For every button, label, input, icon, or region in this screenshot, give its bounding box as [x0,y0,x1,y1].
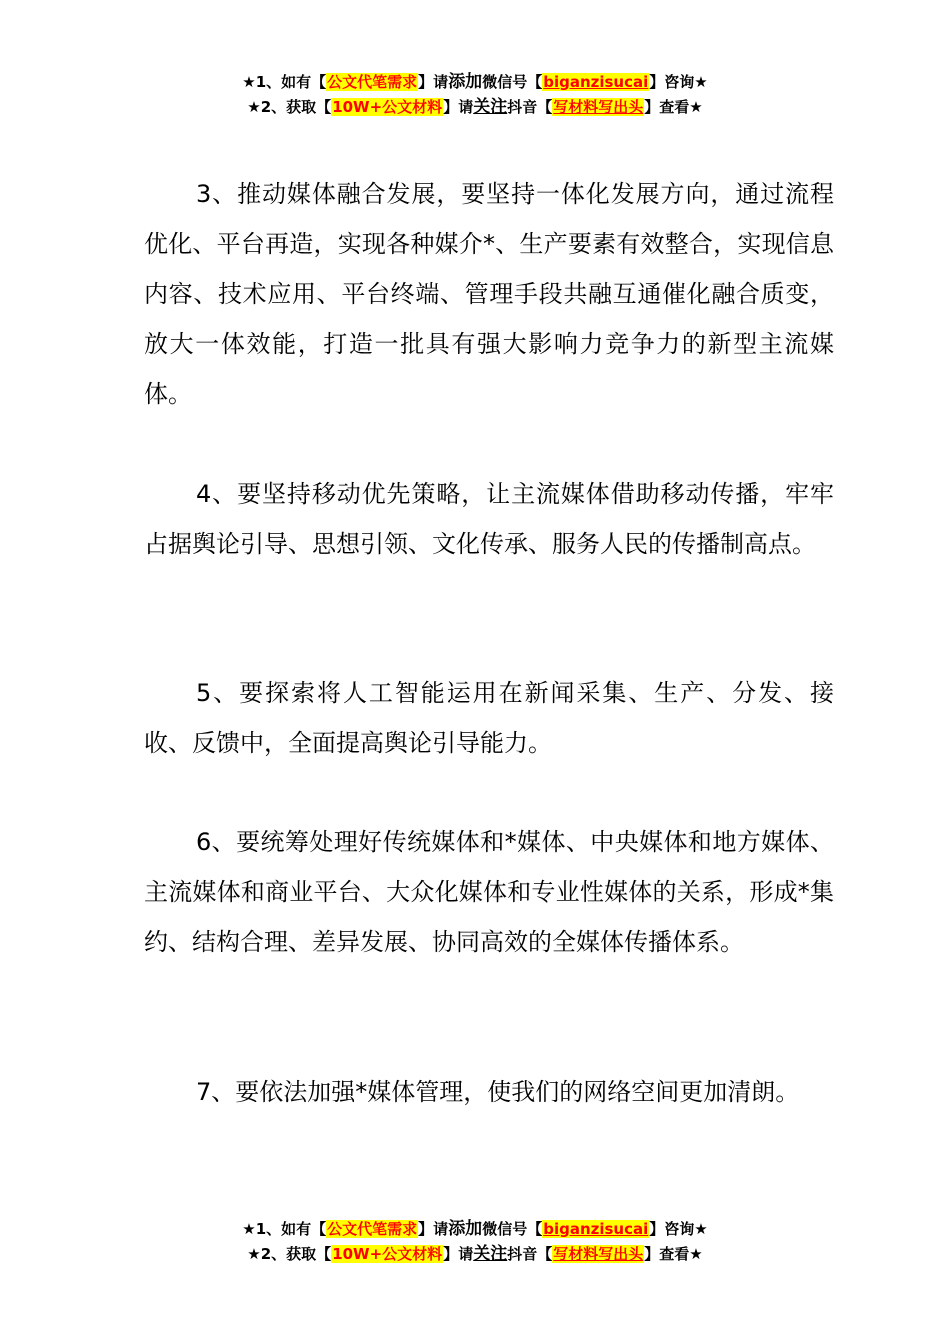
highlight-douyin-account: 写材料写出头 [553,1245,644,1263]
banner-text: 抖音【 [507,1245,553,1263]
banner-emphasis: 添加 [448,1219,483,1239]
banner-emphasis: 添加 [448,72,483,92]
highlight-douyin-account: 写材料写出头 [553,98,644,116]
banner-text: 】请 [418,73,449,91]
banner-text: 】请 [443,1245,474,1263]
banner-text: ★1、如有【 [242,73,327,91]
highlight-service: 公文代笔需求 [327,73,418,91]
banner-line-2 [0,95,950,120]
highlight-materials: 10W+公文材料 [332,1245,443,1263]
banner-text: ★1、如有【 [242,1220,327,1238]
banner-text: 】咨询★ [649,1220,708,1238]
banner-text: 抖音【 [507,98,553,116]
banner-text: 微信号【 [482,1220,543,1238]
banner-text: 】请 [418,1220,449,1238]
banner-text: ★2、获取【 [247,1245,332,1263]
paragraph-4: 4、要坚持移动优先策略，让主流媒体借助移动传播，牢牢占据舆论引导、思想引领、文化传承、服务人民的传播制高点。 [144,480,834,558]
paragraph-6: 6、要统筹处理好传统媒体和*媒体、中央媒体和地方媒体、主流媒体和商业平台、大众化媒体和专业性媒体的关系，形成*集约、结构合理、差异发展、协同高效的全媒体传播体系。 [144,828,834,956]
banner-text: 】查看★ [644,98,703,116]
paragraph-3: 3、推动媒体融合发展，要坚持一体化发展方向，通过流程优化、平台再造，实现各种媒介*、生产要素有效整合，实现信息内容、技术应用、平台终端、管理手段共融互通催化融合质变，放大一体效能，打造一批具有强大影响力竞争力的新型主流媒体。 [144,180,834,408]
highlight-wechat-id: biganzisucai [543,73,649,91]
banner-text: 】查看★ [644,1245,703,1263]
banner-emphasis: 关注 [473,1244,508,1264]
banner-line-2 [0,1242,950,1267]
paragraph-5: 5、要探索将人工智能运用在新闻采集、生产、分发、接收、反馈中，全面提高舆论引导能力。 [144,679,834,757]
highlight-materials: 10W+公文材料 [332,98,443,116]
banner-text: ★2、获取【 [247,98,332,116]
banner-emphasis: 关注 [473,97,508,117]
header-banner [0,70,950,120]
banner-text: 】请 [443,98,474,116]
paragraph-7: 7、要依法加强*媒体管理，使我们的网络空间更加清朗。 [196,1078,800,1106]
banner-line-1 [0,1217,950,1242]
banner-text: 微信号【 [482,73,543,91]
banner-text: 】咨询★ [649,73,708,91]
highlight-wechat-id: biganzisucai [543,1220,649,1238]
footer-banner [0,1217,950,1267]
highlight-service: 公文代笔需求 [327,1220,418,1238]
banner-line-1 [0,70,950,95]
